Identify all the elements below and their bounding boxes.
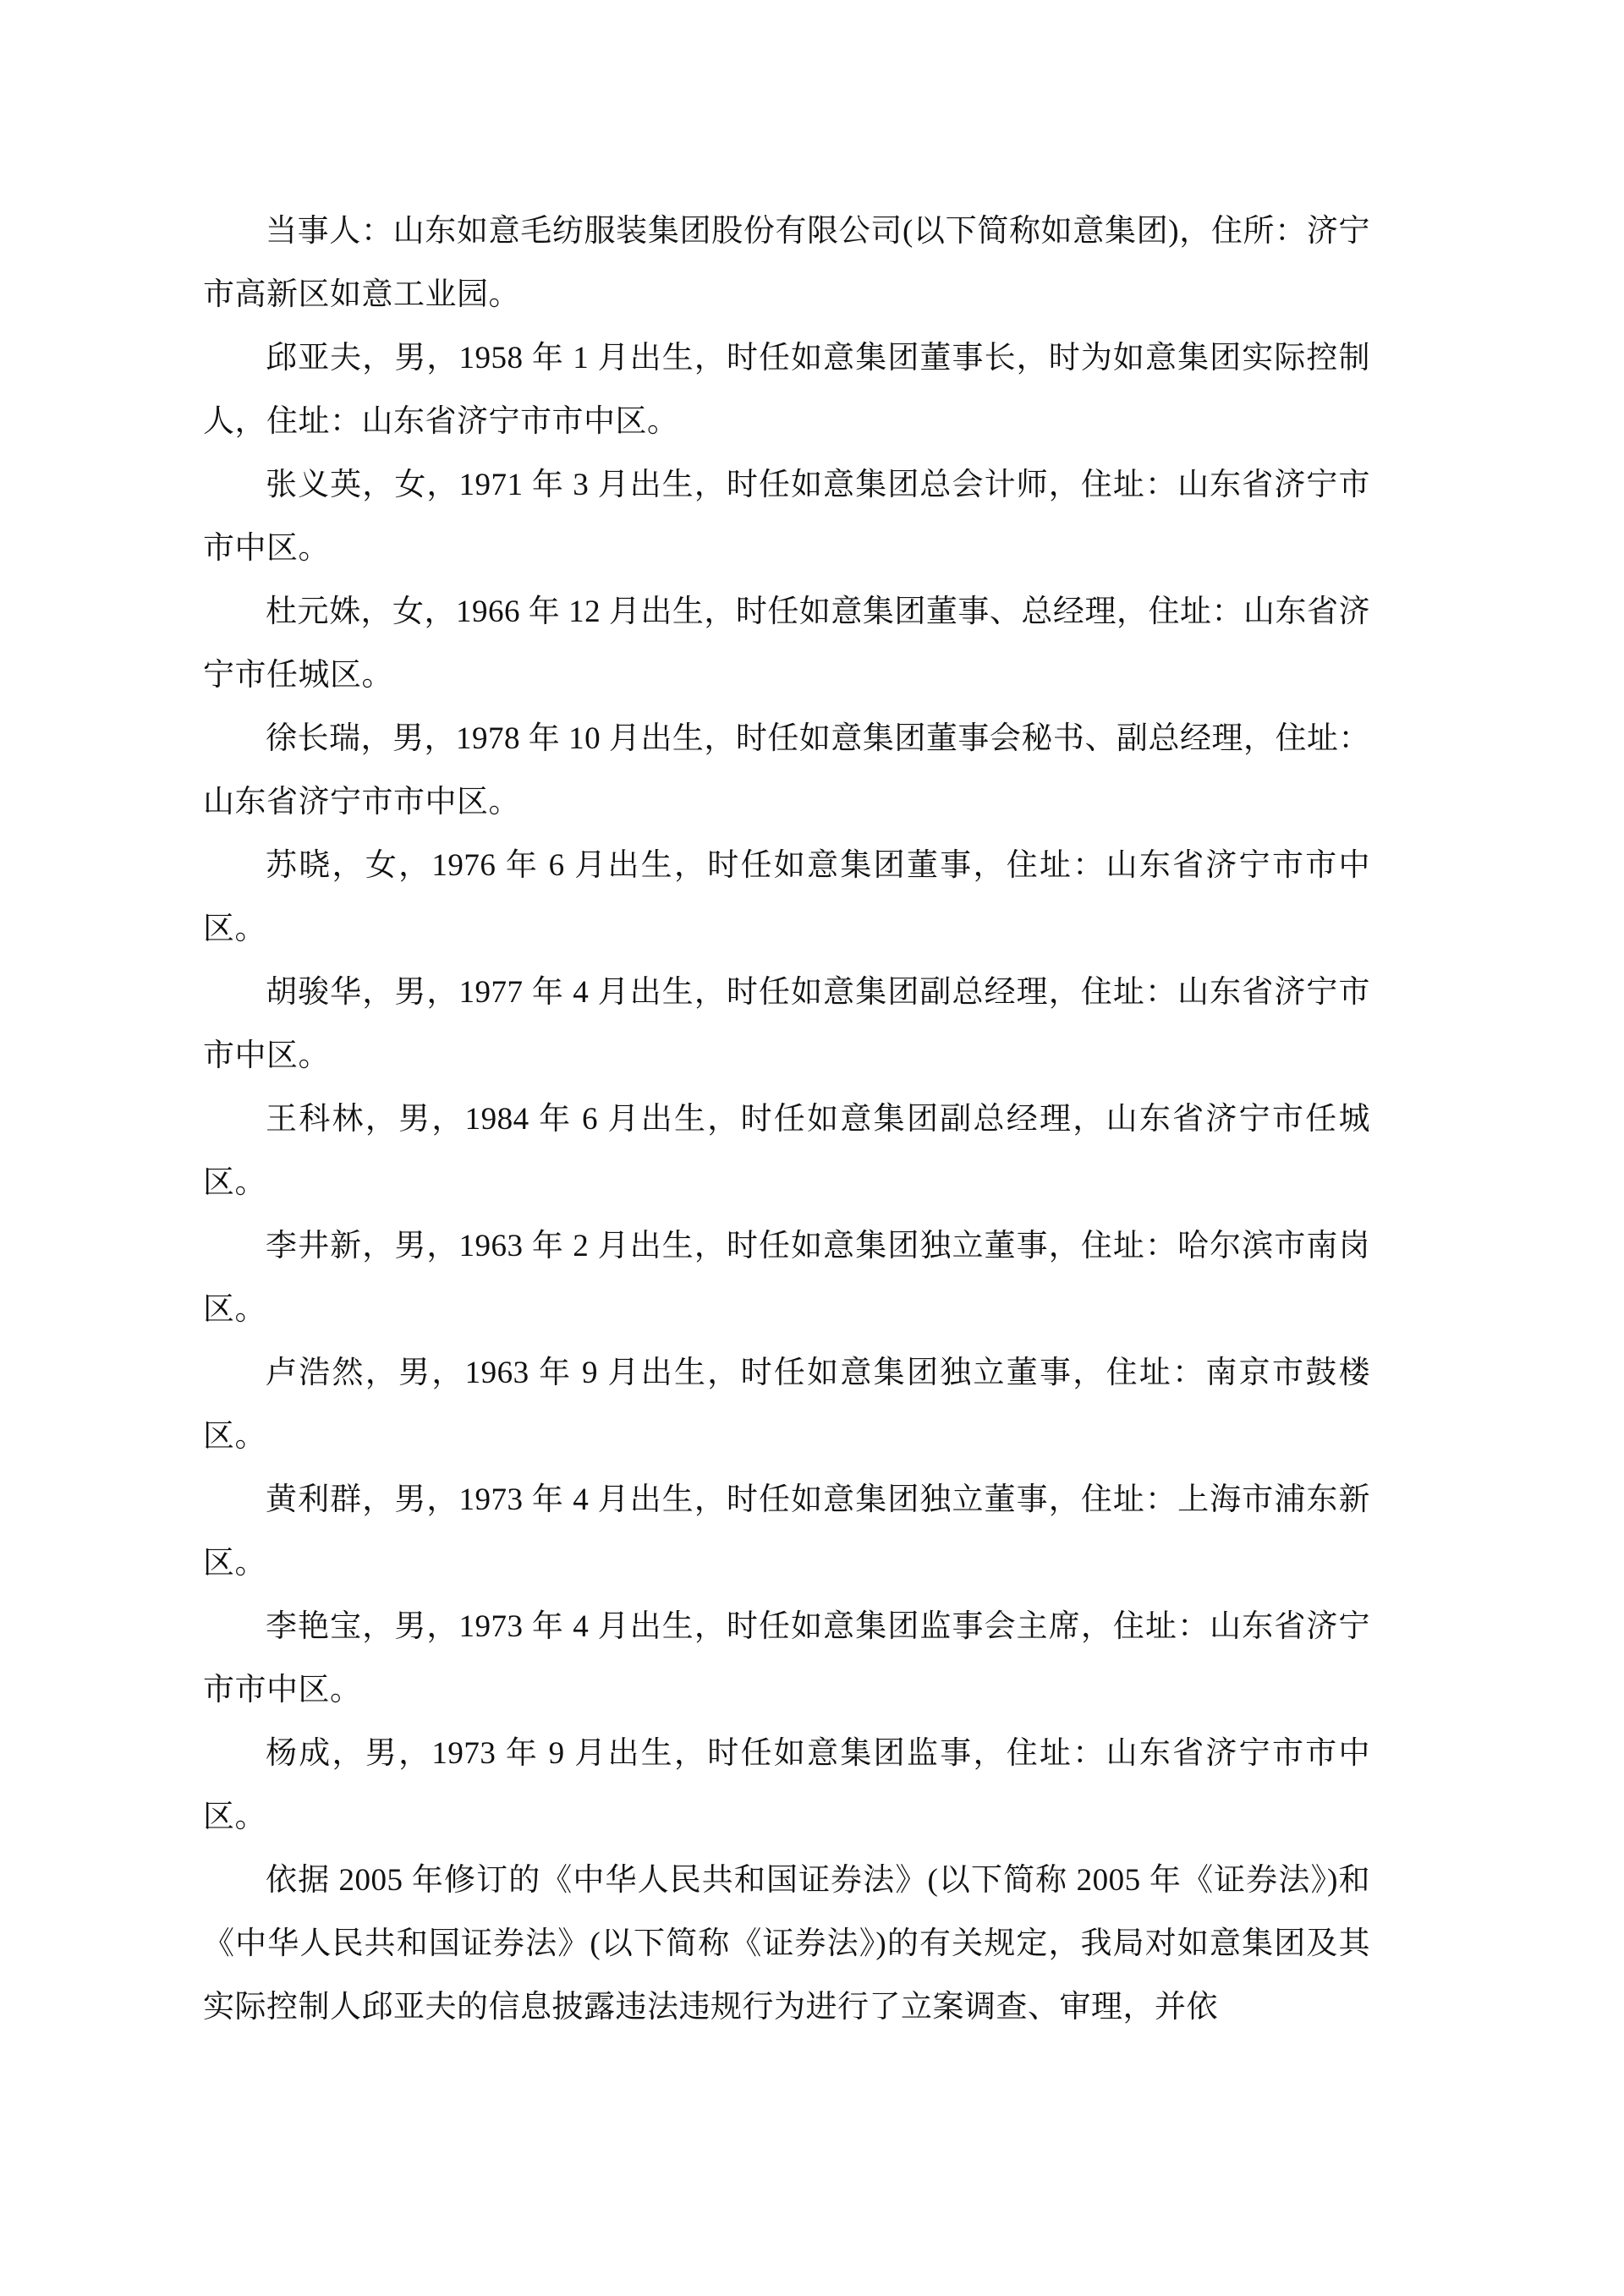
paragraph-party-xu-changrui: 徐长瑞，男，1978 年 10 月出生，时任如意集团董事会秘书、副总经理，住址：山东省济宁市市中区。	[203, 721, 1370, 819]
paragraph-party-li-jingxin: 李井新，男，1963 年 2 月出生，时任如意集团独立董事，住址：哈尔滨市南岗区。	[203, 1229, 1370, 1327]
paragraph-party-du-yuanshu: 杜元姝，女，1966 年 12 月出生，时任如意集团董事、总经理，住址：山东省济宁市任城区。	[203, 595, 1370, 693]
paragraph-party-company: 当事人：山东如意毛纺服装集团股份有限公司(以下简称如意集团)，住所：济宁市高新区如意工业园。	[203, 214, 1370, 312]
paragraph-party-zhang-yiying: 张义英，女，1971 年 3 月出生，时任如意集团总会计师，住址：山东省济宁市市中区。	[203, 468, 1370, 566]
paragraph-party-wang-kelin: 王科林，男，1984 年 6 月出生，时任如意集团副总经理，山东省济宁市任城区。	[203, 1102, 1370, 1200]
document-body	[203, 200, 1370, 2039]
paragraph-party-su-xiao: 苏晓，女，1976 年 6 月出生，时任如意集团董事，住址：山东省济宁市市中区。	[203, 848, 1370, 946]
paragraph-party-lu-haoran: 卢浩然，男，1963 年 9 月出生，时任如意集团独立董事，住址：南京市鼓楼区。	[203, 1356, 1370, 1454]
paragraph-party-li-yanbao: 李艳宝，男，1973 年 4 月出生，时任如意集团监事会主席，住址：山东省济宁市市中区。	[203, 1609, 1370, 1707]
paragraph-party-yang-cheng: 杨成，男，1973 年 9 月出生，时任如意集团监事，住址：山东省济宁市市中区。	[203, 1736, 1370, 1834]
paragraph-party-huang-liqun: 黄利群，男，1973 年 4 月出生，时任如意集团独立董事，住址：上海市浦东新区。	[203, 1482, 1370, 1581]
paragraph-legal-basis: 依据 2005 年修订的《中华人民共和国证券法》(以下简称 2005 年《证券法》)和《中华人民共和国证券法》(以下简称《证券法》)的有关规定，我局对如意集团及其实际控制人邱亚夫的信息披露违法违规行为进行了立案调查、审理，并依	[203, 1863, 1370, 2025]
paragraph-party-hu-junhua: 胡骏华，男，1977 年 4 月出生，时任如意集团副总经理，住址：山东省济宁市市中区。	[203, 975, 1370, 1073]
paragraph-party-qiu-yafu: 邱亚夫，男，1958 年 1 月出生，时任如意集团董事长，时为如意集团实际控制人，住址：山东省济宁市市中区。	[203, 341, 1370, 439]
